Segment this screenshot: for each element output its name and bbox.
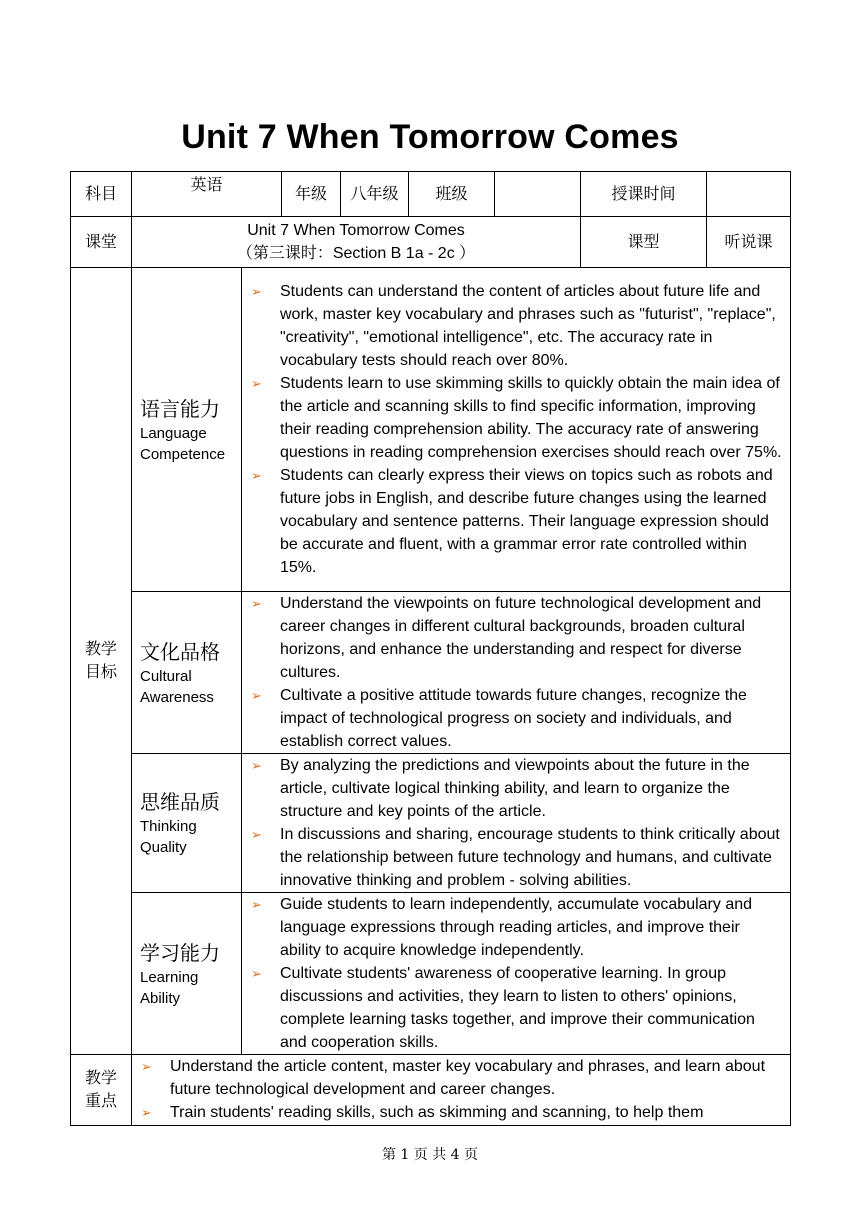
page-footer: 第 1 页 共 4 页: [381, 1147, 479, 1163]
goal-row-learning: [71, 893, 791, 1055]
goal-row-cultural: [71, 592, 791, 754]
class-value: [495, 172, 581, 217]
list-item: ➢ Guide students to learn independently, accumulate vocabulary and language expressions through reading articles, and improve their ability to acquire knowledge independently.: [242, 893, 790, 962]
lesson-type-value: 听说课: [707, 217, 791, 268]
time-label: 授课时间: [581, 172, 707, 217]
arrow-bullet-icon: ➢: [251, 897, 262, 912]
grade-value: 八年级: [341, 172, 409, 217]
goal-items-cultural: [242, 592, 791, 754]
arrow-bullet-icon: ➢: [251, 596, 262, 611]
lesson-title-cell: [132, 217, 581, 268]
arrow-bullet-icon: ➢: [141, 1105, 152, 1120]
goal-row-language: [71, 268, 791, 592]
category-thinking: 思维品质 Thinking Quality: [132, 754, 242, 893]
goal-items-language: [242, 268, 791, 592]
arrow-bullet-icon: ➢: [251, 966, 262, 981]
arrow-bullet-icon: ➢: [251, 284, 262, 299]
lesson-plan-table: [70, 171, 791, 1126]
arrow-bullet-icon: ➢: [251, 688, 262, 703]
category-cultural: 文化品格 Cultural Awareness: [132, 592, 242, 754]
key-points-items: [132, 1055, 791, 1126]
goal-list-cultural: [242, 592, 790, 753]
list-item: ➢ Students learn to use skimming skills to quickly obtain the main idea of the article and scanning skills to find specific information, improving their reading comprehension ability. The accuracy rate of answering questions in reading comprehension exercises should reach over 75%.: [242, 372, 790, 464]
header-row: [71, 172, 791, 217]
list-item: ➢ Cultivate students' awareness of cooperative learning. In group discussions and activities, they learn to listen to others' opinions, complete learning tasks together, and improve their communication and cooperation skills.: [242, 962, 790, 1054]
list-item: ➢ Train students' reading skills, such as skimming and scanning, to help them: [132, 1101, 790, 1124]
goals-label: 教学 目标: [71, 268, 132, 1055]
arrow-bullet-icon: ➢: [251, 827, 262, 842]
goal-list-thinking: [242, 754, 790, 892]
lesson-label: 课堂: [71, 217, 132, 268]
goal-list-language: [242, 280, 790, 579]
list-item: ➢ By analyzing the predictions and viewpoints about the future in the article, cultivate logical thinking ability, and learn to organize the structure and key points of the article.: [242, 754, 790, 823]
goal-items-thinking: [242, 754, 791, 893]
goal-list-learning: [242, 893, 790, 1054]
key-points-label: 教学 重点: [71, 1055, 132, 1126]
arrow-bullet-icon: ➢: [251, 468, 262, 483]
key-points-row: [71, 1055, 791, 1126]
list-item: ➢ Students can understand the content of articles about future life and work, master key vocabulary and phrases such as "futurist", "replace", "creativity", "emotional intelligence", etc. The accuracy rate in vocabulary tests should reach over 80%.: [242, 280, 790, 372]
document-title: Unit 7 When Tomorrow Comes: [181, 118, 679, 156]
lesson-row: [71, 217, 791, 268]
grade-label: 年级: [282, 172, 341, 217]
arrow-bullet-icon: ➢: [251, 758, 262, 773]
lesson-subtitle: （第三课时：Section B 1a - 2c ）: [236, 245, 476, 262]
goal-row-thinking: [71, 754, 791, 893]
subject-value: 英语: [132, 172, 282, 217]
class-label: 班级: [409, 172, 495, 217]
list-item: ➢ Students can clearly express their views on topics such as robots and future jobs in English, and describe future changes using the learned vocabulary and sentence patterns. Their language expression should be accurate and fluent, with a grammar error rate controlled within 15%.: [242, 464, 790, 579]
goal-items-learning: [242, 893, 791, 1055]
category-language: 语言能力 Language Competence: [132, 268, 242, 592]
list-item: ➢ In discussions and sharing, encourage students to think critically about the relationship between future technology and humans, and cultivate innovative thinking and problem - solving abilities.: [242, 823, 790, 892]
key-points-list: [132, 1055, 790, 1124]
time-value: [707, 172, 791, 217]
list-item: ➢ Understand the viewpoints on future technological development and career changes in different cultural backgrounds, broaden cultural horizons, and enhance the understanding and respect for diverse cultures.: [242, 592, 790, 684]
lesson-title: Unit 7 When Tomorrow Comes: [247, 222, 465, 239]
list-item: ➢ Understand the article content, master key vocabulary and phrases, and learn about future technological development and career changes.: [132, 1055, 790, 1101]
category-learning: 学习能力 Learning Ability: [132, 893, 242, 1055]
lesson-type-label: 课型: [581, 217, 707, 268]
arrow-bullet-icon: ➢: [251, 376, 262, 391]
list-item: ➢ Cultivate a positive attitude towards future changes, recognize the impact of technological progress on society and individuals, and establish correct values.: [242, 684, 790, 753]
arrow-bullet-icon: ➢: [141, 1059, 152, 1074]
subject-label: 科目: [71, 172, 132, 217]
